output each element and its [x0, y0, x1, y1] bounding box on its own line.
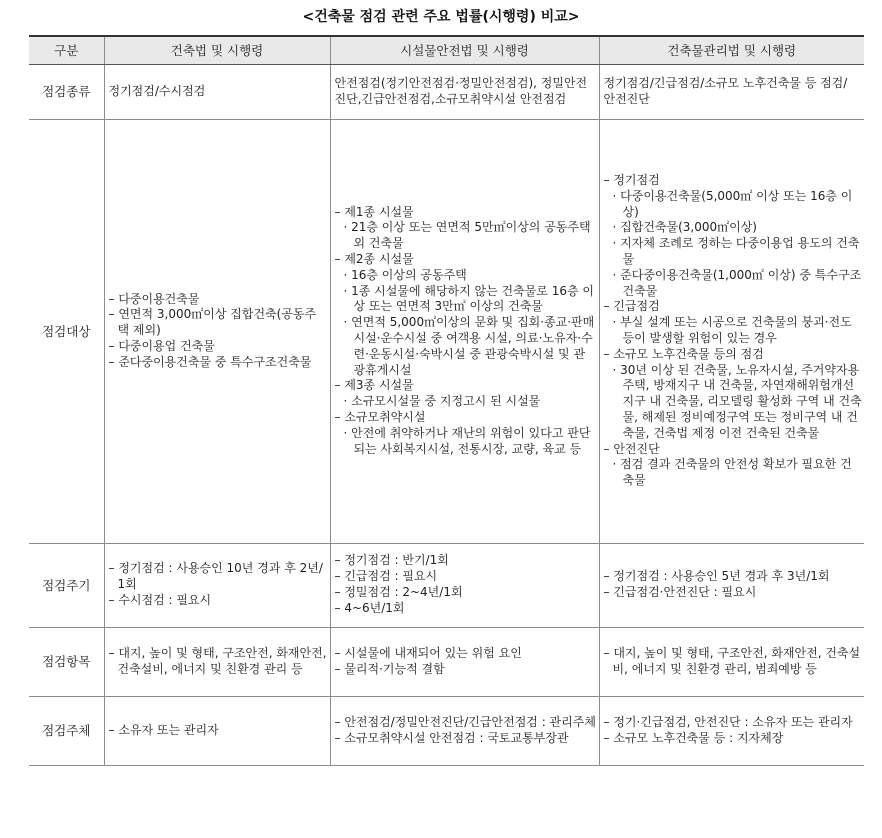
table-row	[29, 544, 864, 628]
list-item: – 긴급점검·안전진단 : 필요시	[603, 585, 757, 599]
cell-text: 안전점검(정기안전점검·정밀안전점검), 정밀안전진단,긴급안전점검,소규모취약시설 안전점검	[334, 75, 588, 106]
row-label: 점검대상	[29, 120, 104, 544]
list-item: – 안전점검/정밀안전진단/긴급안전점검 : 관리주체	[334, 714, 596, 729]
sub-item: · 30년 이상 된 건축물, 노유자시설, 주거약자용 주택, 방재지구 내 건축물, 자연재해위험개선지구 내 건축물, 리모델링 활성화 구역 내 건축물, 해제된 정비예정구역 또는 정비구역 내 건축물, 건축법 제정 이전 건축된 건축물	[612, 362, 862, 440]
table-title: <건축물 점검 관련 주요 법률(시행령) 비교>	[302, 9, 580, 25]
table-row	[29, 697, 864, 766]
list-item: – 수시점검 : 필요시	[108, 592, 212, 607]
list-item: – 4~6년/1회	[334, 600, 405, 615]
sub-item: · 다중이용건축물(5,000㎡ 이상 또는 16층 이상)	[612, 188, 853, 219]
list-item: – 정밀점검 : 2~4년/1회	[334, 585, 463, 599]
row-label: 점검주체	[29, 697, 104, 766]
header-row	[29, 36, 864, 65]
table-cell	[599, 697, 864, 766]
list-item: – 안전진단	[603, 441, 660, 456]
cell-text: 정기점검/긴급점검/소규모 노후건축물 등 점검/ 안전진단	[603, 75, 848, 106]
table-cell	[330, 544, 599, 628]
table-cell	[330, 120, 599, 544]
table-cell	[104, 628, 330, 697]
list-item: – 다중이용건축물	[108, 291, 200, 306]
table-cell	[330, 65, 599, 120]
table-cell	[599, 628, 864, 697]
list-item: – 대지, 높이 및 형태, 구조안전, 화재안전, 건축설비, 에너지 및 친환경 관리 등	[108, 645, 327, 676]
list-item: – 준다중이용건축물 중 특수구조건축물	[108, 354, 312, 369]
table-cell	[104, 65, 330, 120]
row-label: 점검항목	[29, 628, 104, 697]
list-item: – 제3종 시설물	[334, 378, 414, 393]
list-item: – 제1종 시설물	[334, 204, 414, 219]
list-item: – 소유자 또는 관리자	[108, 722, 219, 737]
table-row	[29, 120, 864, 544]
table-cell	[330, 628, 599, 697]
list-item: – 정기·긴급점검, 안전진단 : 소유자 또는 관리자	[603, 714, 853, 729]
table-row	[29, 65, 864, 120]
sub-item: · 소규모시설물 중 지정고시 된 시설물	[343, 394, 541, 409]
list-item: – 제2종 시설물	[334, 252, 414, 267]
table-cell	[330, 697, 599, 766]
list-item: – 시설물에 내재되어 있는 위험 요인	[334, 645, 522, 660]
sub-item: · 점검 결과 건축물의 안전성 확보가 필요한 건축물	[612, 457, 852, 488]
sub-item: · 집합건축물(3,000㎡이상)	[612, 220, 757, 235]
table-cell	[599, 120, 864, 544]
comparison-table	[29, 35, 864, 766]
sub-item: · 1종 시설물에 해당하지 않는 건축물로 16층 이상 또는 연면적 3만㎡ 이상의 건축물	[343, 283, 594, 314]
list-item: – 소규모 노후건축물 등 : 지자체장	[603, 730, 784, 745]
sub-item: · 연면적 5,000㎡이상의 문화 및 집회·종교·판매시설·운수시설 중 여객용 시설, 의료·노유자·수련·운동시설·숙박시설 중 관광숙박시설 및 관광휴게시설	[343, 315, 595, 377]
sub-item: · 16층 이상의 공동주택	[343, 267, 467, 282]
table-row	[29, 628, 864, 697]
list-item: – 긴급점검	[603, 299, 660, 314]
list-item: – 대지, 높이 및 형태, 구조안전, 화재안전, 건축설비, 에너지 및 친환경 관리, 범죄예방 등	[603, 645, 861, 676]
row-label: 점검주기	[29, 544, 104, 628]
sub-item: · 지자체 조례로 정하는 다중이용업 용도의 건축물	[612, 236, 860, 267]
list-item: – 소규모 노후건축물 등의 점검	[603, 346, 764, 361]
sub-item: · 부실 설계 또는 시공으로 건축물의 붕괴·전도 등이 발생할 위험이 있는 경우	[612, 315, 852, 345]
list-item: – 정기점검 : 사용승인 5년 경과 후 3년/1회	[603, 569, 830, 584]
table-cell	[599, 65, 864, 120]
list-item: – 긴급점검 : 필요시	[334, 569, 438, 584]
sub-item: · 준다중이용건축물(1,000㎡ 이상) 중 특수구조 건축물	[612, 267, 862, 298]
row-label: 점검종류	[29, 65, 104, 120]
table-cell	[104, 120, 330, 544]
header-facility-safety-act: 시설물안전법 및 시행령	[330, 36, 599, 65]
list-item: – 물리적·기능적 결함	[334, 661, 445, 676]
table-cell	[599, 544, 864, 628]
list-item: – 연면적 3,000㎡이상 집합건축(공동주택 제외)	[108, 307, 317, 338]
list-item: – 정기점검 : 사용승인 10년 경과 후 2년/ 1회	[108, 561, 323, 592]
header-category: 구분	[29, 36, 104, 65]
sub-item: · 안전에 취약하거나 재난의 위험이 있다고 판단되는 사회복지시설, 전통시장, 교량, 육교 등	[343, 425, 591, 456]
list-item: – 소규모취약시설 안전점검 : 국토교통부장관	[334, 730, 569, 745]
list-item: – 정기점검	[603, 173, 660, 188]
header-building-management-act: 건축물관리법 및 시행령	[599, 36, 864, 65]
list-item: – 다중이용업 건축물	[108, 338, 215, 353]
table-body	[29, 65, 864, 766]
list-item: – 정기점검 : 반기/1회	[334, 553, 449, 568]
cell-text: 정기점검/수시점검	[108, 83, 206, 98]
list-item: – 소규모취약시설	[334, 409, 426, 424]
table-cell	[104, 544, 330, 628]
sub-item: · 21층 이상 또는 연면적 5만㎡이상의 공동주택 외 건축물	[343, 220, 591, 251]
table-cell	[104, 697, 330, 766]
header-building-act: 건축법 및 시행령	[104, 36, 330, 65]
